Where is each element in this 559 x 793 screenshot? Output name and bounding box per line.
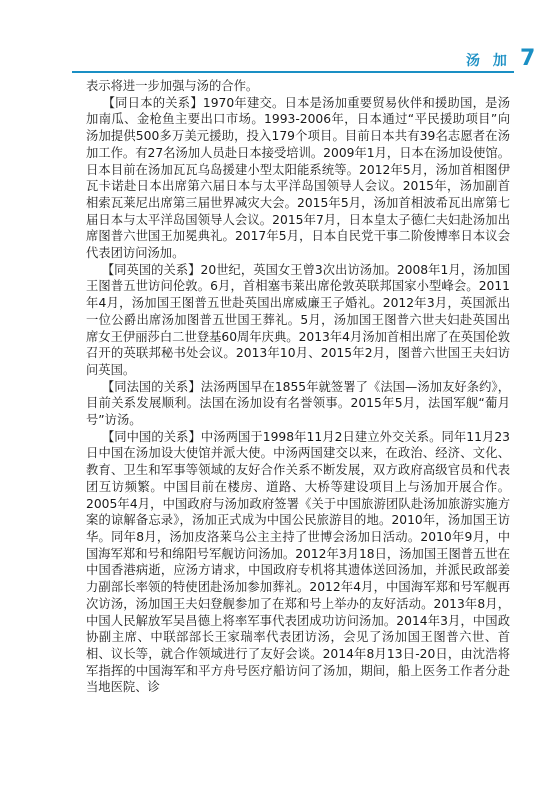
paragraph-france: [86, 379, 510, 429]
paragraph-continuation: [86, 78, 510, 95]
paragraph-text: 表示将进一步加强与汤的合作。: [86, 79, 259, 93]
section-heading-japan: 【同日本的关系】: [102, 95, 203, 110]
paragraph-japan: [86, 95, 510, 262]
paragraph-uk: [86, 262, 510, 379]
paragraph-text: 中汤两国于1998年11月2日建立外交关系。同年11月23日中国在汤加设大使馆并派大使。中汤两国建交以来，在政治、经济、文化、教育、卫生和军事等领域的友好合作关系不断发展，双方政府高级官员和代表团互访频繁。中国目前在楼房、道路、大桥等建设项目上与汤加开展合作。2005年4月，中国政府与汤加政府签署《关于中国旅游团队赴汤加旅游实施方案的谅解备忘录》，汤加正式成为中国公民旅游目的地。2010年，汤加国王访华。同年8月，汤加皮洛莱乌公主主持了世博会汤加日活动。2010年9月，中国海军郑和号和绵阳号军舰访问汤加。2012年3月18日，汤加国王图普五世在中国香港病逝，应汤方请求，中国政府专机将其遗体送回汤加，并派民政部姜力副部长率领的特使团赴汤加参加葬礼。2012年4月，中国海军郑和号军舰再次访汤，汤加国王夫妇登舰参加了在郑和号上举办的友好活动。2013年8月，中国人民解放军吴昌德上将率军事代表团成功访问汤加。2014年3月，中国政协副主席、中联部部长王家瑞率代表团访汤，会见了汤加国王图普六世、首相、议长等，就合作领域进行了友好会谈。2014年8月13日-20日，由沈浩将军指挥的中国海军和平方舟号医疗船访问了汤加，期间，船上医务工作者分赴当地医院、诊: [86, 429, 510, 695]
header-divider: [72, 71, 514, 73]
paragraph-china: [86, 429, 510, 696]
chapter-title: 汤 加: [466, 53, 511, 69]
paragraph-text: 法汤两国早在1855年就签署了《法国—汤加友好条约》，目前关系发展顺利。法国在汤加设有名誉领事。2015年5月，法国军舰“葡月号”访汤。: [86, 379, 510, 428]
paragraph-text: 1970年建交。日本是汤加重要贸易伙伴和援助国，是汤加南瓜、金枪鱼主要出口市场。1993-2006年，日本通过“平民援助项目”向汤加提供500多万美元援助，投入179个项目。目前日本共有39名志愿者在汤加工作。有27名汤加人员赴日本接受培训。2009年1月，日本在汤加设使馆。日本目前在汤加瓦瓦乌岛援建小型太阳能系统等。2012年5月，汤加首相图伊瓦卡诺赴日本出席第六届日本与太平洋岛国领导人会议。2015年，汤加副首相索瓦莱尼出席第三届世界减灾大会。2015年5月，汤加首相波希瓦出席第七届日本与太平洋岛国领导人会议。2015年7月，日本皇太子德仁夫妇赴汤加出席图普六世国王加冕典礼。2017年5月，日本自民党干事二阶俊博率日本议会代表团访问汤加。: [86, 95, 510, 261]
section-heading-uk: 【同英国的关系】: [101, 262, 201, 277]
section-heading-china: 【同中国的关系】: [101, 429, 201, 444]
section-heading-france: 【同法国的关系】: [101, 379, 201, 394]
paragraph-text: 20世纪，英国女王曾3次出访汤加。2008年1月，汤加国王图普五世访问伦敦。6月，首相塞韦莱出席伦敦英联邦国家小型峰会。2011年4月，汤加国王图普五世赴英国出席威廉王子婚礼。2012年3月，英国派出一位公爵出席汤加图普五世国王葬礼。5月，汤加国王图普六世夫妇赴英国出席女王伊丽莎白二世登基60周年庆典。2013年4月汤加首相出席了在英国伦敦召开的英联邦秘书处会议。2013年10月、2015年2月，图普六世国王夫妇访问英国。: [86, 262, 511, 377]
page-number: 7: [520, 46, 536, 71]
body-text: [86, 78, 510, 696]
